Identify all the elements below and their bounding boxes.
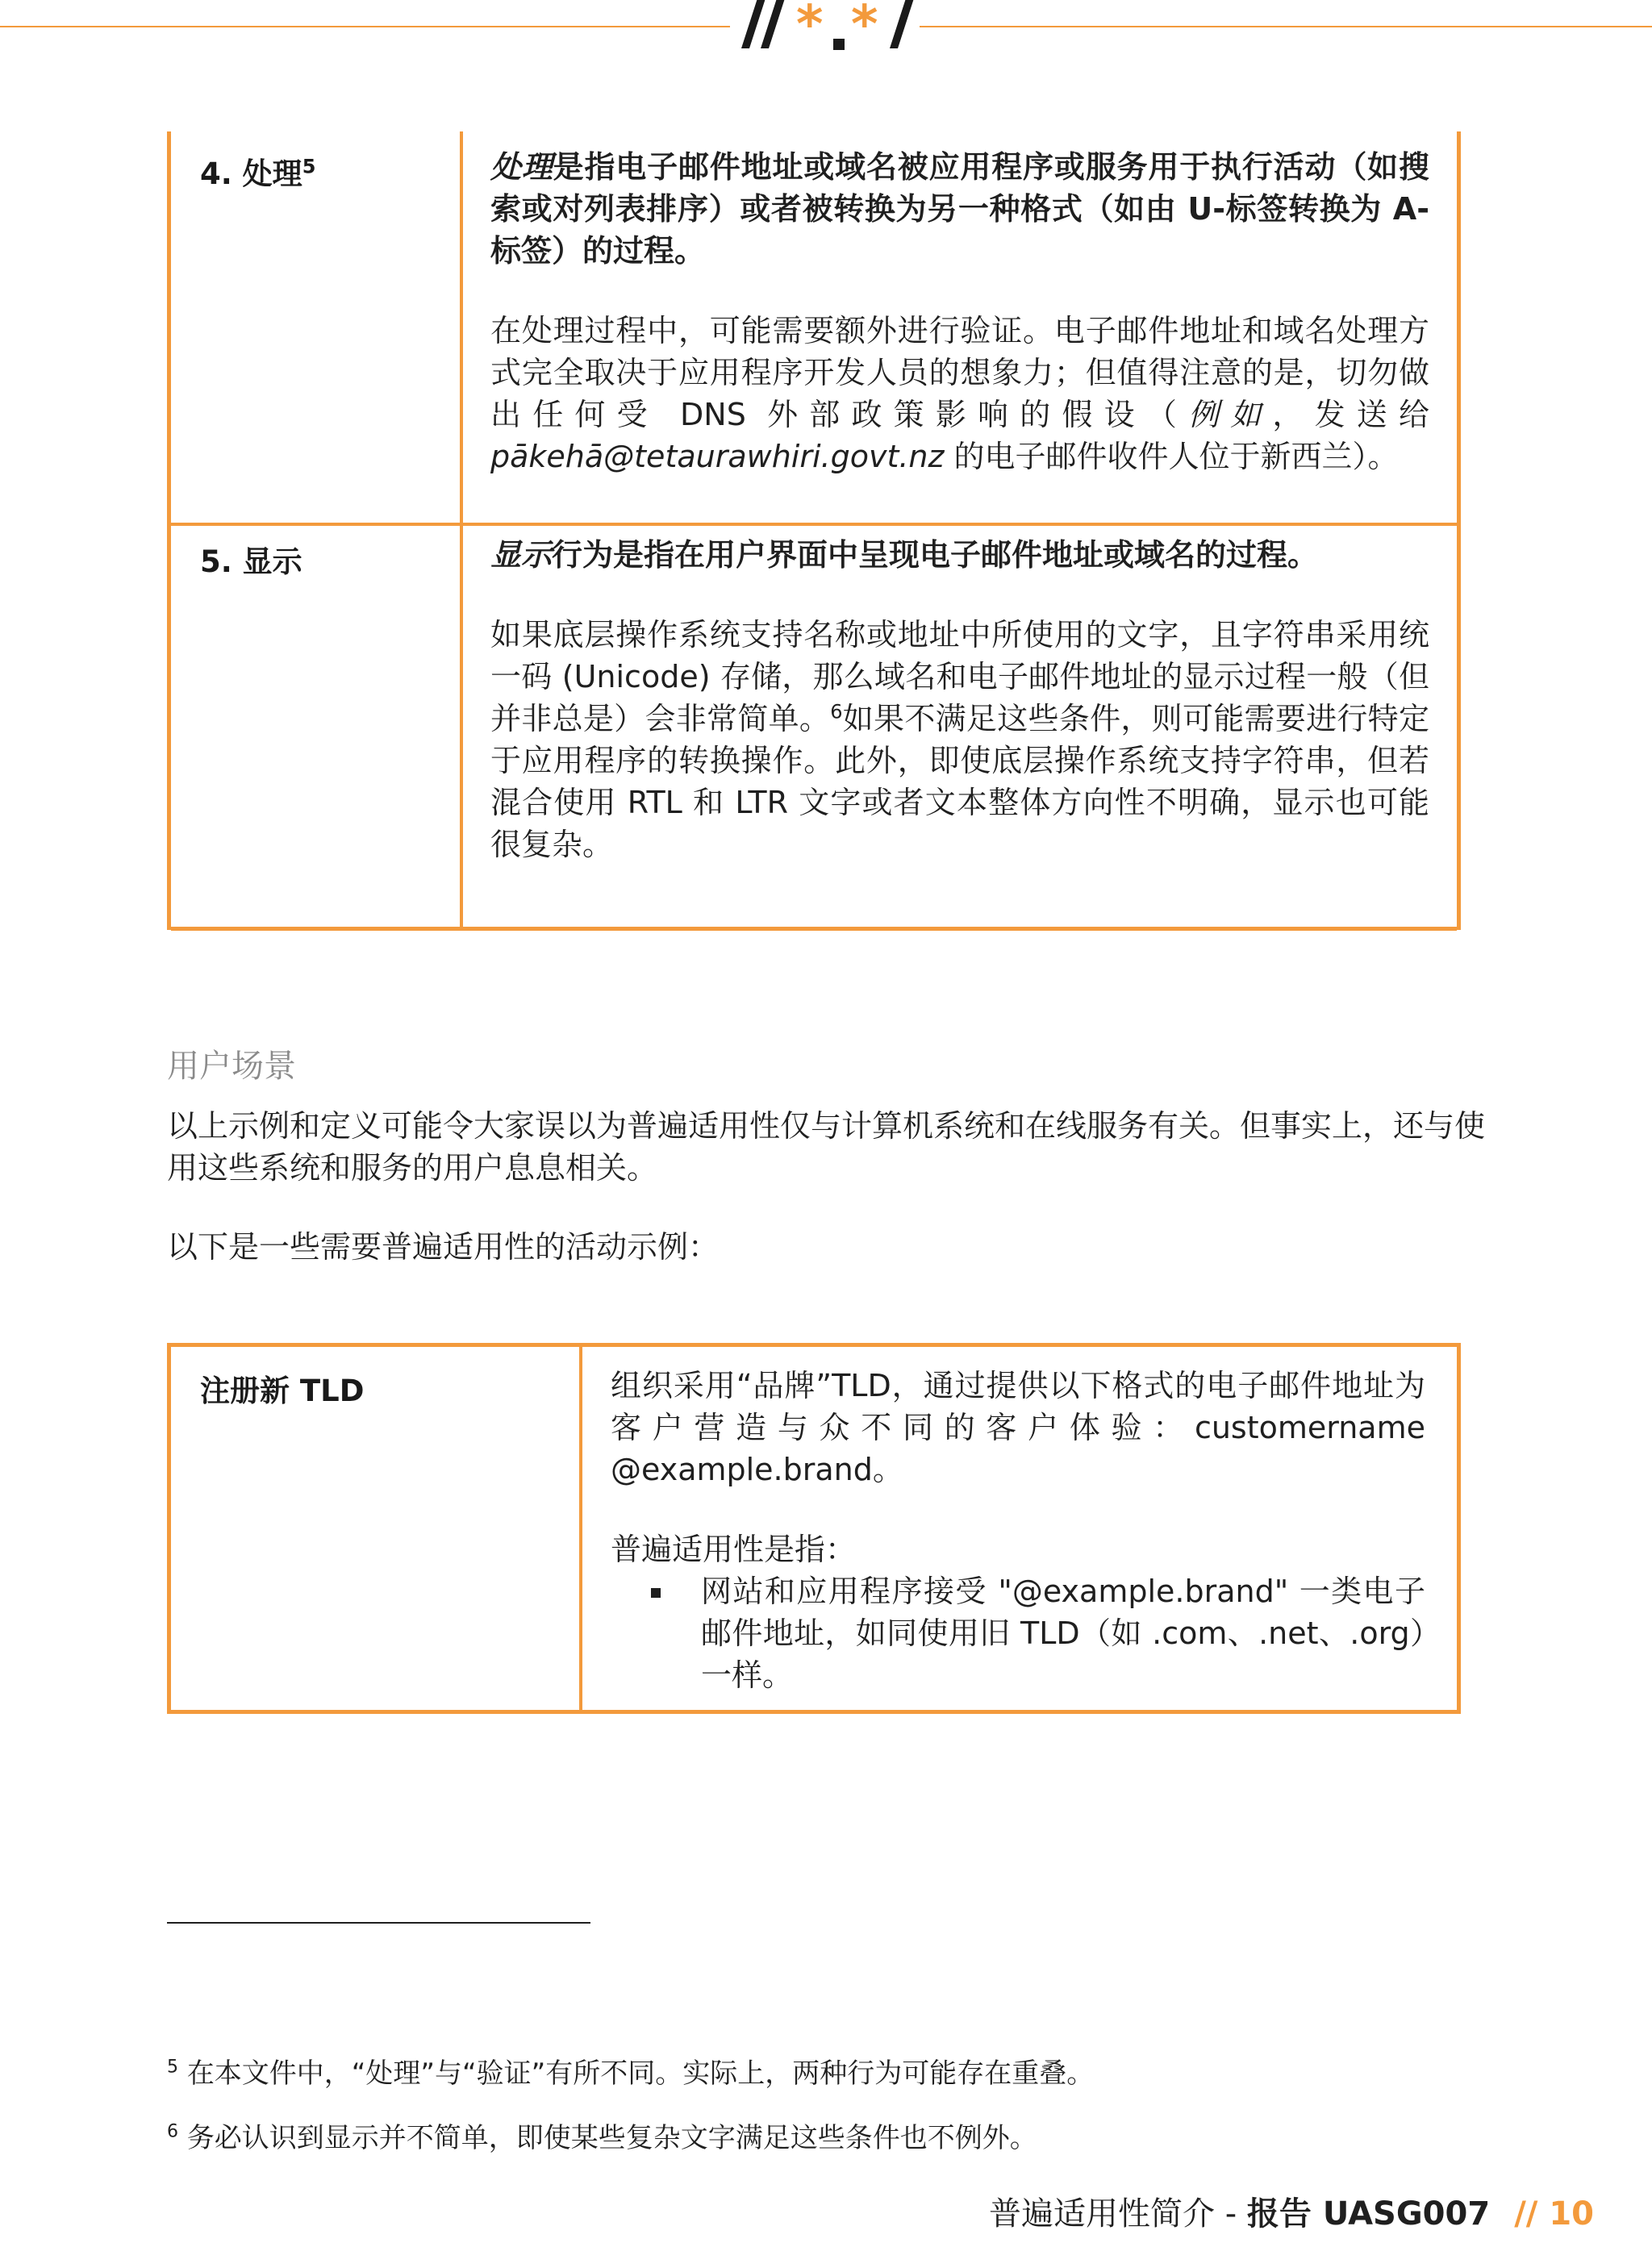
display-explanation: 如果底层操作系统支持名称或地址中所使用的文字，且字符串采用统一码 (Unicode) 存储，那么域名和电子邮件地址的显示过程一般（但并非总是）会非常简单。$^6$如果不满足这些条件，则可能需要进行特定于应用程序的转换操作。此外，即使底层操作系统支持字符串，但若混合使用 RTL 和 LTR 文字或者文本整体方向性不明确，显示也可能很复杂。 <box>490 617 1429 862</box>
display-definition: 显示行为是指在用户界面中呈现电子邮件地址或域名的过程。 <box>490 537 1319 573</box>
section-paragraph-2: 以下是一些需要普遍适用性的活动示例： <box>167 1229 720 1265</box>
definitions-table <box>167 131 1461 930</box>
row-content-display <box>490 534 1429 865</box>
table-column-divider <box>579 1347 582 1710</box>
list-item: 网站和应用程序接受 "@example.brand" 一类电子邮件地址，如同使用旧 TLD（如 .com、.net、.org）一样。 <box>611 1570 1425 1696</box>
header-rule-left <box>0 26 730 27</box>
scenario-table <box>167 1343 1461 1714</box>
section-title: 用户场景 <box>167 1048 296 1085</box>
section-paragraph-1: 以上示例和定义可能令大家误以为普遍适用性仅与计算机系统和在线服务有关。但事实上，还与使用这些系统和服务的用户息息相关。 <box>167 1108 1486 1186</box>
requirement-list <box>611 1570 1425 1696</box>
table-row-processing <box>171 131 1457 523</box>
row-label-processing: 4. 处理$^5$ <box>200 155 316 191</box>
processing-explanation: 在处理过程中，可能需要额外进行验证。电子邮件地址和域名处理方式完全取决于应用程序开发人员的想象力；但值得注意的是，切勿做出任何受 DNS 外部政策影响的假设（例如，发送给 pākehā@tetaurawhiri.govt.nz 的电子邮件收件人位于新西兰）。 <box>490 313 1429 474</box>
row-label-display: 5. 显示 <box>200 544 302 579</box>
processing-definition: 处理是指电子邮件地址或域名被应用程序或服务用于执行活动（如搜索或对列表排序）或者被转换为另一种格式（如由 U-标签转换为 A-标签）的过程。 <box>490 149 1429 269</box>
page-number: // 10 <box>1514 2195 1594 2233</box>
table-bottom-border <box>171 927 1457 931</box>
row-content-processing <box>490 146 1429 477</box>
svg-text:*: * <box>796 0 824 55</box>
row-content-new-tld <box>611 1365 1425 1696</box>
new-tld-description: 组织采用“品牌”TLD，通过提供以下格式的电子邮件地址为客户营造与众不同的客户体验：customername @example.brand。 <box>611 1368 1425 1487</box>
footnote-5: $^5$ 在本文件中，“处理”与“验证”有所不同。实际上，两种行为可能存在重叠。 <box>167 2057 1095 2090</box>
page-footer: 普遍适用性简介 - 报告 UASG007 // 10 <box>989 2195 1594 2233</box>
table-row-display <box>171 523 1457 926</box>
bullet-square-icon <box>651 1588 661 1598</box>
new-tld-requirement-intro: 普遍适用性是指： <box>611 1532 857 1567</box>
uasg-logo-icon <box>730 0 920 65</box>
header-rule-right <box>920 26 1652 27</box>
footnote-6: $^6$ 务必认识到显示并不简单，即使某些复杂文字满足这些条件也不例外。 <box>167 2121 1037 2154</box>
row-label-new-tld: 注册新 TLD <box>200 1374 365 1408</box>
footnote-separator <box>167 1922 590 1924</box>
svg-text:*: * <box>851 0 878 55</box>
